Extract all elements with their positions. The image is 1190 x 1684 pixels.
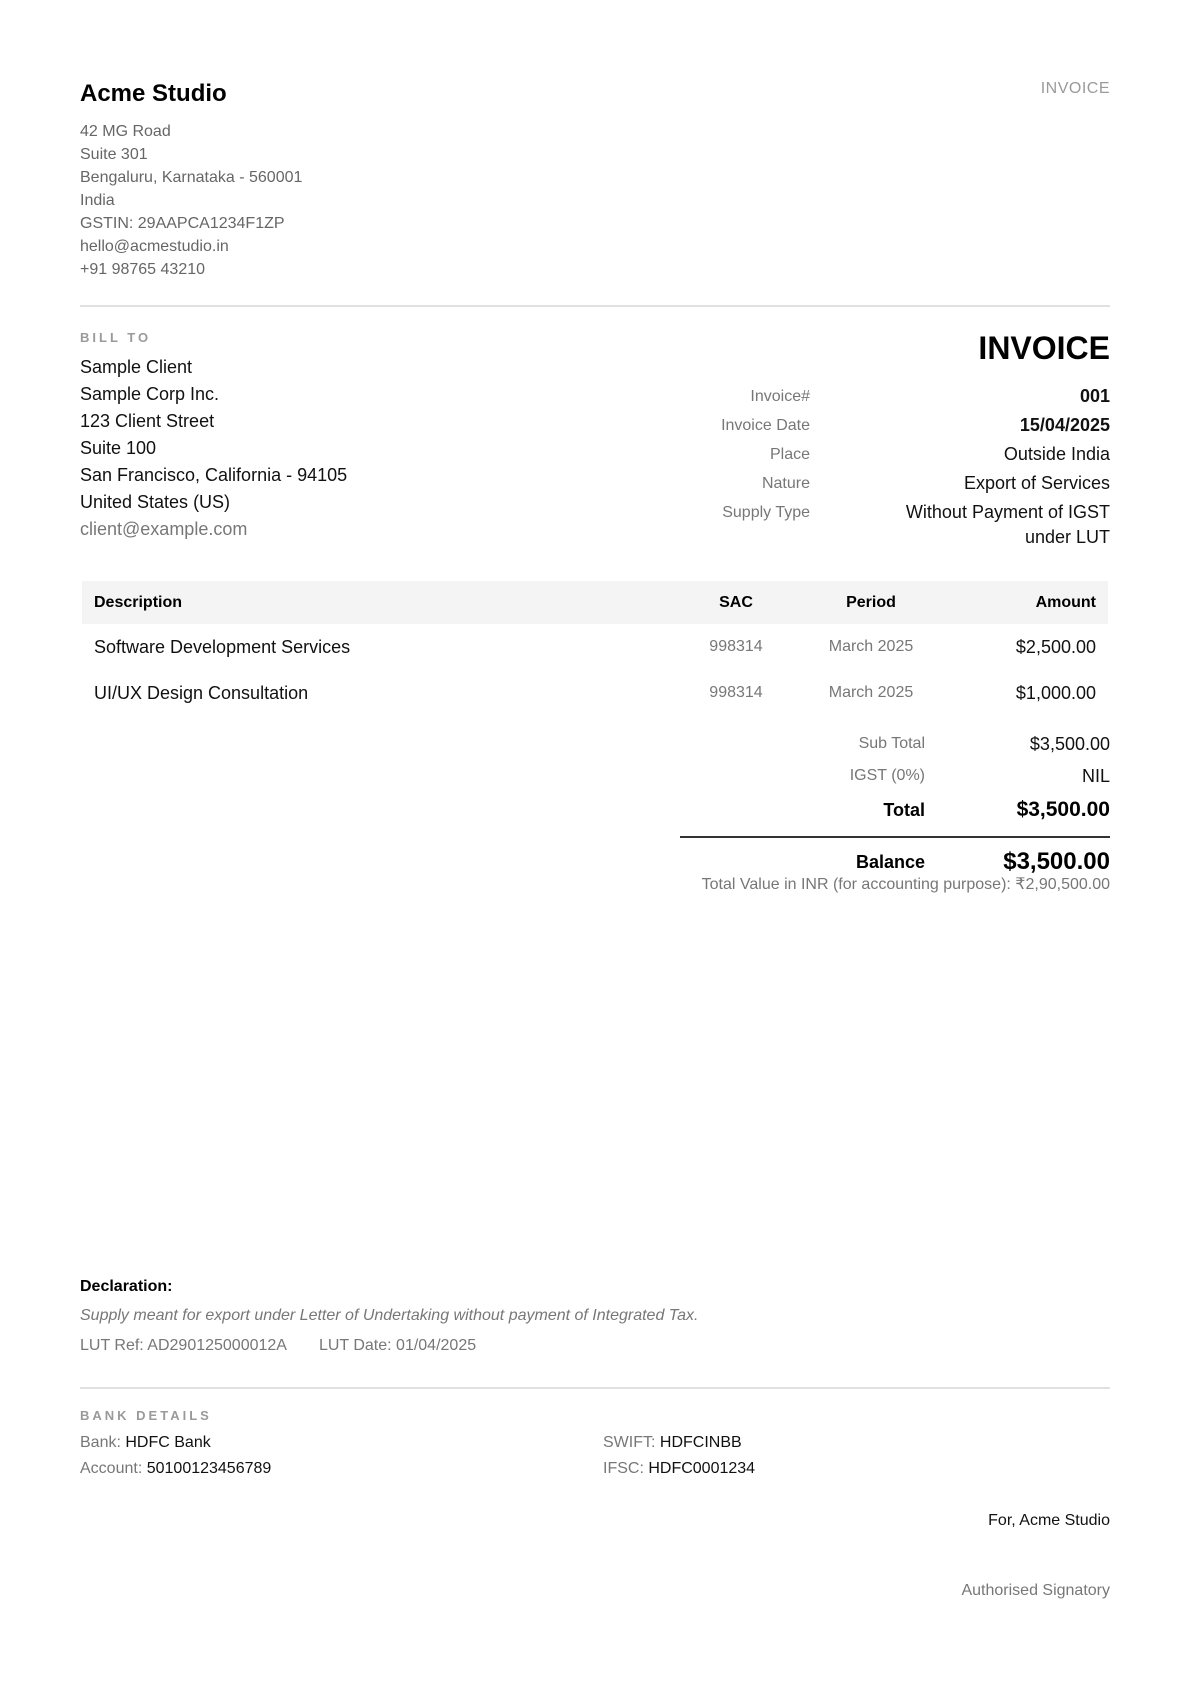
company-address-line: India <box>80 192 115 209</box>
table-row <box>82 670 1108 716</box>
line-items-table <box>82 581 1108 716</box>
header-amount: Amount <box>1035 593 1096 611</box>
bill-to-line: Sample Client <box>80 357 193 377</box>
bank-name-row <box>80 1430 271 1456</box>
table-header <box>82 581 1108 624</box>
meta-row-invoice-date <box>630 413 1110 438</box>
invoice-title: INVOICE <box>978 330 1110 366</box>
cell-description: Software Development Services <box>94 636 351 657</box>
company-gstin: GSTIN: 29AAPCA1234F1ZP <box>80 215 285 232</box>
balance-value: $3,500.00 <box>1003 848 1110 875</box>
meta-label: Invoice# <box>750 388 810 405</box>
tax-row <box>680 760 1110 792</box>
bank-name-value: HDFC Bank <box>125 1434 211 1451</box>
for-company: For, Acme Studio <box>988 1512 1110 1529</box>
document-type-label: INVOICE <box>1040 80 1110 97</box>
header-divider <box>80 305 1110 307</box>
meta-label: Invoice Date <box>721 417 810 434</box>
bill-to-email: client@example.com <box>80 519 248 539</box>
bank-details-label: BANK DETAILS <box>80 1408 212 1423</box>
meta-value: Outside India <box>1003 444 1110 464</box>
header-description: Description <box>94 593 183 611</box>
footer-divider <box>80 1387 1110 1389</box>
meta-label: Nature <box>761 475 810 492</box>
meta-value: Export of Services <box>963 473 1110 493</box>
sub-total-label: Sub Total <box>858 735 925 752</box>
company-email: hello@acmestudio.in <box>80 238 229 255</box>
cell-period: March 2025 <box>828 684 914 701</box>
total-row <box>680 792 1110 828</box>
totals-divider <box>680 836 1110 838</box>
balance-label: Balance <box>855 851 925 872</box>
account-label: Account: <box>80 1460 143 1477</box>
bank-name-label: Bank: <box>80 1434 121 1451</box>
lut-ref: LUT Ref: AD290125000012A <box>80 1337 287 1354</box>
cell-description: UI/UX Design Consultation <box>94 682 309 703</box>
account-row <box>80 1456 271 1482</box>
sub-total-row <box>680 728 1110 760</box>
company-address-line: Bengaluru, Karnataka - 560001 <box>80 169 303 186</box>
tax-value: NIL <box>1081 765 1110 786</box>
sub-total-value: $3,500.00 <box>1029 733 1110 754</box>
header-period: Period <box>846 593 896 611</box>
authorised-signatory: Authorised Signatory <box>961 1582 1110 1599</box>
bill-to-details <box>80 354 347 543</box>
declaration-title: Declaration: <box>80 1278 173 1295</box>
meta-row-supply-type <box>630 500 1110 550</box>
cell-sac: 998314 <box>709 684 763 701</box>
header-sac: SAC <box>719 593 753 611</box>
bill-to-label: BILL TO <box>80 330 152 345</box>
invoice-page <box>80 0 1110 1684</box>
swift-label: SWIFT: <box>603 1434 656 1451</box>
meta-value: Without Payment of IGST under LUT <box>905 502 1110 547</box>
company-address-line: 42 MG Road <box>80 123 171 140</box>
tax-label: IGST (0%) <box>849 767 925 784</box>
bill-to-line: Sample Corp Inc. <box>80 384 220 404</box>
ifsc-value: HDFC0001234 <box>648 1460 756 1477</box>
cell-amount: $2,500.00 <box>1015 636 1096 657</box>
swift-row <box>603 1430 755 1456</box>
total-value: $3,500.00 <box>1016 798 1110 821</box>
lut-details <box>80 1337 476 1355</box>
cell-period: March 2025 <box>828 638 914 655</box>
inr-value-note: Total Value in INR (for accounting purpose): ₹2,90,500.00 <box>701 876 1110 893</box>
bill-to-line: 123 Client Street <box>80 411 215 431</box>
meta-row-invoice-number <box>630 384 1110 409</box>
total-label: Total <box>883 799 925 820</box>
meta-label: Supply Type <box>722 504 810 521</box>
cell-amount: $1,000.00 <box>1015 682 1096 703</box>
invoice-meta <box>630 384 1110 554</box>
meta-row-place <box>630 442 1110 467</box>
meta-value: 001 <box>1079 386 1110 406</box>
swift-value: HDFCINBB <box>659 1434 742 1451</box>
cell-sac: 998314 <box>709 638 763 655</box>
company-details <box>80 120 302 281</box>
table-row <box>82 624 1108 670</box>
company-name: Acme Studio <box>80 80 227 107</box>
totals-block <box>680 728 1110 876</box>
company-phone: +91 98765 43210 <box>80 261 206 278</box>
bill-to-line: United States (US) <box>80 492 231 512</box>
bill-to-line: San Francisco, California - 94105 <box>80 465 348 485</box>
bank-col-left <box>80 1430 271 1482</box>
declaration-text: Supply meant for export under Letter of Undertaking without payment of Integrated Tax. <box>80 1307 699 1324</box>
meta-value: 15/04/2025 <box>1019 415 1110 435</box>
bank-col-right <box>603 1430 755 1482</box>
meta-label: Place <box>769 446 810 463</box>
company-address-line: Suite 301 <box>80 146 148 163</box>
balance-row <box>680 848 1110 876</box>
ifsc-label: IFSC: <box>603 1460 644 1477</box>
bill-to-line: Suite 100 <box>80 438 157 458</box>
account-value: 50100123456789 <box>146 1460 272 1477</box>
meta-row-nature <box>630 471 1110 496</box>
lut-date: LUT Date: 01/04/2025 <box>318 1337 477 1354</box>
ifsc-row <box>603 1456 755 1482</box>
